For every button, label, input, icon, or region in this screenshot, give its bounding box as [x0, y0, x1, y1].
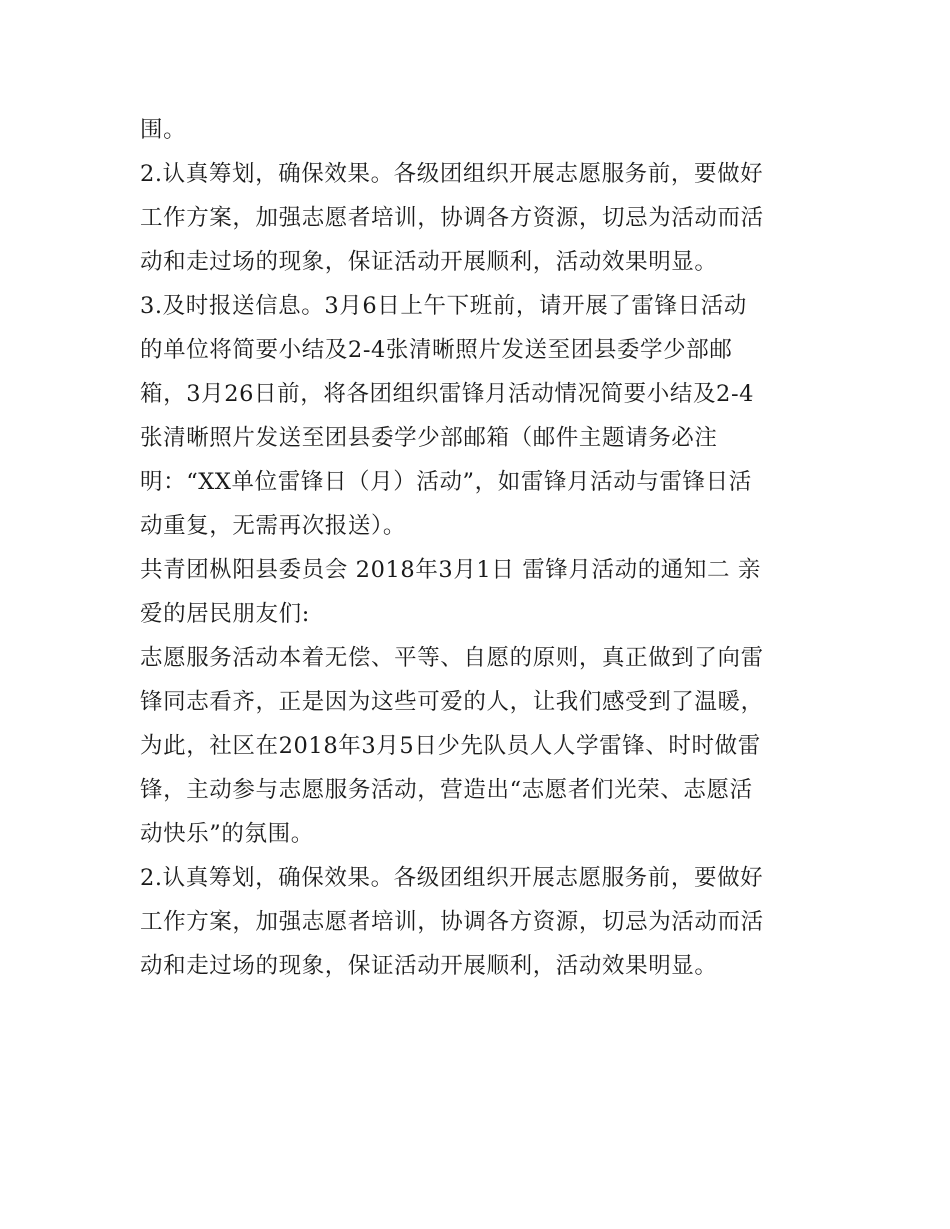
- text-line: 动快乐”的氛围。: [140, 821, 314, 847]
- text-line: 动和走过场的现象，保证活动开展顺利，活动效果明显。: [140, 249, 718, 275]
- text-line: 共青团枞阳县委员会 2018年3月1日 雷锋月活动的通知二 亲: [140, 557, 761, 583]
- text-line: 箱，3月26日前，将各团组织雷锋月活动情况简要小结及2-4: [140, 381, 755, 407]
- text-line: 围。: [140, 117, 187, 143]
- text-line: 工作方案，加强志愿者培训，协调各方资源，切忌为活动而活: [140, 205, 764, 231]
- text-line: 张清晰照片发送至团县委学少部邮箱（邮件主题请务必注: [140, 425, 718, 451]
- text-line: 爱的居民朋友们:: [140, 601, 310, 627]
- text-line: 志愿服务活动本着无偿、平等、自愿的原则，真正做到了向雷: [140, 645, 764, 671]
- text-line: 动重复，无需再次报送）。: [140, 513, 406, 539]
- text-line: 锋，主动参与志愿服务活动，营造出“志愿者们光荣、志愿活: [140, 777, 753, 803]
- text-line: 2.认真筹划，确保效果。各级团组织开展志愿服务前，要做好: [140, 865, 764, 891]
- document-body: [140, 108, 820, 988]
- text-line: 锋同志看齐，正是因为这些可爱的人，让我们感受到了温暖，: [140, 689, 764, 715]
- text-line: 工作方案，加强志愿者培训，协调各方资源，切忌为活动而活: [140, 909, 764, 935]
- text-line: 动和走过场的现象，保证活动开展顺利，活动效果明显。: [140, 953, 718, 979]
- text-line: 3.及时报送信息。3月6日上午下班前，请开展了雷锋日活动: [140, 293, 747, 319]
- text-line: 明：“XX单位雷锋日（月）活动”，如雷锋月活动与雷锋日活: [140, 469, 752, 495]
- text-line: 2.认真筹划，确保效果。各级团组织开展志愿服务前，要做好: [140, 161, 764, 187]
- text-line: 的单位将简要小结及2-4张清晰照片发送至团县委学少部邮: [140, 337, 733, 363]
- text-line: 为此，社区在2018年3月5日少先队员人人学雷锋、时时做雷: [140, 733, 761, 759]
